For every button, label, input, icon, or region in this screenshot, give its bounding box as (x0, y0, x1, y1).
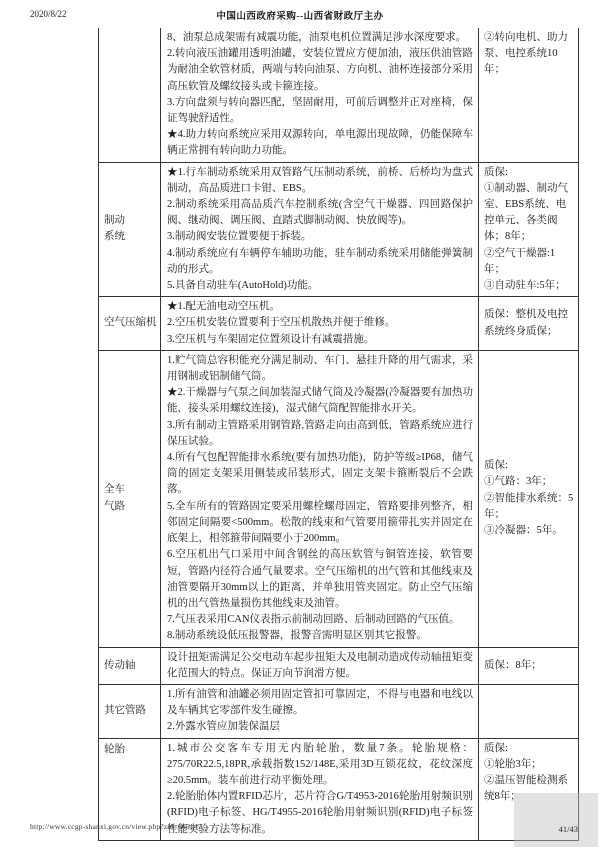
row-category-label: 空气压缩机 (99, 297, 161, 350)
row-category-label: 其它管路 (99, 685, 161, 738)
row-spec-content: ★1.行车制动系统采用双管路气压制动系统，前桥、后桥均为盘式制动，高品质进口卡钳、EBS。 2.制动系统采用高品质汽车控制系统(含空气干燥器、四回路保护阀、继动阀、调压阀、直踏式脚制动阀、快放阀等)。 3.制动阀安装位置要便于拆装。 4.制动系统应有车辆停车辅助功能，驻车制动系统采用储能弹簧制动的形式。 5.具备自动驻车(AutoHold)功能。 (161, 163, 479, 297)
row-spec-content: 设计扭矩需满足公交电动车起步扭矩大及电制动造成传动轴扭矩变化范围大的特点。保证万向节润滑方便。 (161, 648, 479, 684)
scan-artifact (514, 793, 598, 847)
row-warranty: 质保: ①轮胎3年； ②温压智能检测系统8年； (484, 742, 568, 803)
footer-url: http://www.ccgp-shanxi.gov.cn/view.php?zid=665147 (30, 822, 202, 831)
row-category-label: 轮胎 (99, 739, 161, 840)
table-row (99, 684, 578, 738)
row-spec-content: ★1.配无油电动空压机。 2.空压机安装位置要利于空压机散热并便于维修。 3.空压机与车架固定位置须设计有减震措施。 (161, 297, 479, 350)
table-row (99, 28, 578, 162)
row-warranty: ②转向电机、助力泵、电控系统10年； (484, 32, 568, 76)
row-warranty: 质保：整机及电控系统终身质保； (484, 309, 568, 337)
table-row (99, 296, 578, 350)
row-category-label: 制动 系统 (99, 163, 161, 297)
row-warranty: 质保: ①气路：3年； ②智能排水系统：5年； ③冷凝器：5年。 (484, 460, 574, 536)
table-row (99, 350, 578, 647)
row-category-label: 全车 气路 (99, 351, 161, 647)
row-warranty (479, 685, 578, 738)
header-date: 2020/8/22 (30, 9, 67, 19)
spec-table (98, 28, 579, 841)
row-category-label: 传动轴 (99, 648, 161, 684)
row-spec-content: 1.城市公交客车专用无内胎轮胎，数量7条。轮胎规格：275/70R22.5,18PR,承载指数152/148E,采用3D互锁花纹，花纹深度≥20.5mm。装车前进行动平衡处理。 2.轮胎胎体内置RFID芯片，芯片符合G/T4953-2016轮胎用射频识别(RFID)电子标签、HG/T4955-2016轮胎用射频识别(RFID)电子标签性能实验方法等标准。 (161, 739, 479, 840)
row-spec-content: 1.贮气筒总容积能充分满足制动、车门、悬挂升降的用气需求，采用钢制或铝制储气筒。 ★2.干燥器与气泵之间加装湿式储气筒及冷凝器(冷凝器要有加热功能，接头采用螺纹连接)，湿式储气筒配智能排水开关。 3.所有制动主管路采用钢管路,管路走向由高到低，管路系统应进行保压试验。 4.所有气包配智能排水系统(要有加热功能)，防护等级≥IP68，储气筒的固定支架采用侧装或吊装形式，固定支架卡箍断裂后不会跌落。 5.全车所有的管路固定要采用螺栓螺母固定，管路要排列整齐，相邻固定间隔要<500mm。松散的线束和气管要用箍带扎实并固定在底架上，相邻箍带间隔要小于200mm。 6.空压机出气口采用中间含钢丝的高压软管与铜管连接，软管要短，管路内径符合通气量要求。空气压缩机的出气管和其他线束及油管要隔开30mm以上的距离，并单独用管夹固定。防止空气压缩机的出气管热量损伤其他线束及油管。 7.气压表采用CAN仪表指示前制动回路、后制动回路的气压值。 8.制动系统设低压报警器，报警音需明显区别其它报警。 (161, 351, 479, 647)
page-number: 41/43 (558, 824, 578, 834)
row-warranty: 质保: ①制动器、制动气室、EBS系统、电控单元、各类阀体；8年； ②空气干燥器:1年； ③自动驻车:5年； (484, 166, 568, 292)
page-title: 中国山西政府采购--山西省财政厅主办 (216, 12, 384, 22)
row-category-label (99, 28, 161, 162)
row-warranty: 质保：8年； (484, 659, 542, 671)
table-row (99, 647, 578, 684)
row-spec-content: 1.所有油管和油罐必须用固定管扣可靠固定，不得与电器和电线以及车辆其它零部件发生碰擦。 2.外露水管应加装保温层 (161, 685, 479, 738)
table-row (99, 162, 578, 297)
row-spec-content: 8、油泵总成架需有减震功能，油泵电机位置满足涉水深度要求。 2.转向液压油罐用透明油罐，安装位置应方便加油，液压供油管路为耐油全软管材质，两端与转向油泵、方向机、油杯连接部分采用高压软管及螺纹接头或卡箍连接。 3.方向盘须与转向器匹配，坚固耐用，可前后调整并正对座椅，保证驾驶舒适性。 ★4.助力转向系统应采用双源转向，单电源出现故障，仍能保障车辆正常拥有转向助力功能。 (161, 28, 479, 162)
